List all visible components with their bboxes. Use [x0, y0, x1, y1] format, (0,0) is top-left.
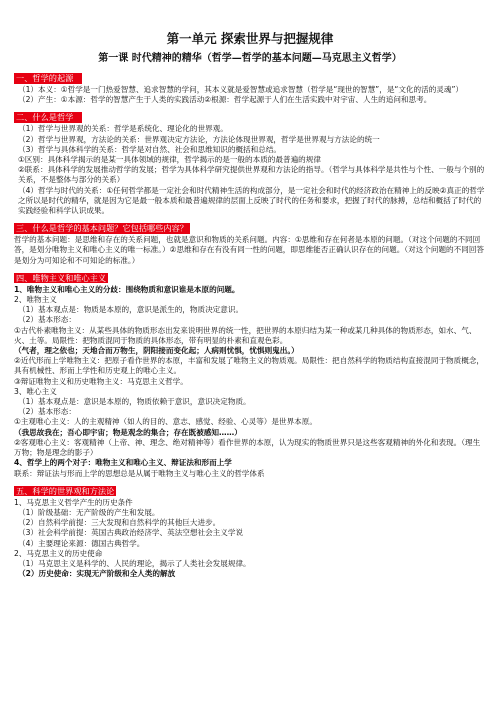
list-item: 2、唯物主义: [14, 295, 57, 305]
origin-meaning: [14, 85, 486, 95]
list-item: 2、马克思主义的历史使命: [14, 548, 103, 558]
section-heading-scientific-worldview: 五、科学的世界观和方法论: [16, 485, 115, 496]
text-line: ②联系：具体科学的发展推动哲学的发展；哲学为具体科学研究提供世界观和方法论的指导。（哲学与具体科学是共性与个性、一般与个别的关系，不是整体与部分的关系）: [18, 165, 485, 185]
basic-question-text: [14, 235, 486, 266]
list-item: ①主观唯心主义：人的主观精神（如人的目的、意志、感觉、经验、心灵等）是世界本原。: [14, 417, 317, 427]
section-heading-what-is-philosophy: 二、什么是哲学: [14, 112, 82, 123]
list-item: 1、马克思主义哲学产生的历史条件: [14, 497, 133, 507]
list-item: ②近代形而上学唯物主义：把原子看作世界的本原，丰富和发展了唯物主义的物质观。局限性：把自然科学的物质结构直接混同于物质概念，具有机械性、形而上学性和历史观上的唯心主义。: [14, 356, 485, 376]
list-item: [14, 145, 486, 155]
list-item: ②客观唯心主义：客观精神（上帝、神、理念、绝对精神等）看作世界的本原，认为现实的物质世界只是这些客观精神的外化和表现。（理生万物；物是理念的影子）: [14, 437, 481, 458]
list-item: 联系：辩证法与形而上学的思想总是从属于唯物主义与唯心主义的哲学体系: [14, 468, 265, 478]
section-heading-origin: 一、哲学的起源: [14, 73, 82, 84]
list-item: （气者，理之依也；天地合而万物生，阴阳接而变化起；人病则忧惧，忧惧则鬼出。）: [14, 346, 299, 356]
text-line: （1）哲学与世界观的关系：哲学是系统化、理论化的世界观。: [18, 124, 228, 134]
list-item: [14, 155, 486, 165]
origin-emergence: [14, 95, 486, 105]
list-item: （我思故我在；吾心即宇宙；物是观念的集合；存在既被感知……）: [14, 427, 242, 437]
list-item: 3、唯心主义: [14, 386, 57, 396]
list-item: （2）自然科学前提：三大发现和自然科学的其他巨大进步。: [18, 518, 221, 528]
section-heading-materialism-idealism: 四、唯物主义和唯心主义: [16, 272, 107, 283]
list-item: [14, 186, 486, 217]
list-item: 4、哲学上的两个对子：唯物主义和唯心主义、辩证法和形而上学: [14, 458, 232, 468]
list-item: [14, 165, 486, 185]
text-line: （4）哲学与时代的关系：①任何哲学都是一定社会和时代精神生活的构成部分，是一定社会和时代的经济政治在精神上的反映②真正的哲学之所以是时代的精华，就是因为它是最一般本质和最普遍规律的层面上反映了时代的任务和要求，把握了时代的脉搏，总结和概括了时代的实践经验和科学认识成果。: [18, 185, 485, 216]
unit-title: 第一单元 探索世界与把握规律: [166, 31, 334, 46]
list-item: （3）社会科学前提：英国古典政治经济学、英法空想社会主义学说: [18, 528, 244, 538]
list-item: （2）历史使命：实现无产阶级和全人类的解放: [18, 569, 176, 579]
lesson-title: 第一课 时代精神的精华（哲学—哲学的基本问题—马克思主义哲学）: [98, 53, 402, 64]
list-item: （2）基本形态：: [18, 407, 76, 417]
list-item: 1、唯物主义和唯心主义的分歧：围绕物质和意识谁是本原的问题。: [14, 284, 240, 294]
text-line: （1）本义：①哲学是一门热爱智慧、追求智慧的学问，其本义就是爱智慧或追求智慧（哲学是“现世的智慧”，是“文化的活的灵魂”）: [18, 85, 464, 94]
text-line: ①区别：具体科学揭示的是某一具体领域的规律，哲学揭示的是一般的本质的最普遍的规律: [18, 155, 321, 165]
list-item: （1）基本观点是：意识是本原的，物质依赖于意识，意识决定物质。: [18, 397, 251, 407]
list-item: （1）阶级基础：无产阶级的产生和发展。: [18, 507, 160, 517]
text-line: 哲学的基本问题：是思维和存在的关系问题，也就是意识和物质的关系问题。内容：①思维和存在何者是本原的问题。（对这个问题的不同回答，是划分唯物主义和唯心主义的唯一标准。）②思维和存在有没有同一性的问题，即思维能否正确认识存在的问题。（对这个问题的不同回答是划分为可知论和不可知论的标准。）: [14, 235, 485, 265]
list-item: [14, 124, 486, 134]
text-line: （2）产生：①本源：哲学的智慧产生于人类的实践活动②根源：哲学起源于人们在生活实践中对宇宙、人生的追问和思考。: [18, 95, 432, 105]
text-line: （3）哲学与具体科学的关系：哲学是对自然、社会和思维知识的概括和总结。: [18, 144, 282, 154]
list-item: （1）基本观点是：物质是本原的，意识是派生的，物质决定意识。: [18, 305, 244, 315]
list-item: （2）基本形态：: [18, 315, 76, 325]
list-item: （4）主要理论来源：德国古典哲学。: [18, 538, 145, 548]
list-item: ①古代朴素唯物主义：从某些具体的物质形态出发来说明世界的统一性，把世界的本原归结为某一种或某几种具体的物质形态，如水、气、火、土等。局限性：把物质混同于物质的具体形态，带有明显的朴素和直观色彩。: [14, 325, 477, 345]
list-item: ③辩证唯物主义和历史唯物主义：马克思主义哲学。: [14, 376, 188, 386]
text-line: （2）哲学与世界观，方法论的关系：世界观决定方法论，方法论体现世界观，哲学是世界观与方法论的统一: [18, 134, 380, 144]
list-item: [14, 135, 486, 145]
list-item: （1）马克思主义是科学的、人民的理论，揭示了人类社会发展规律。: [18, 558, 251, 568]
section-heading-basic-question: 三、什么是哲学的基本问题？它包括哪些内容？: [16, 223, 188, 234]
